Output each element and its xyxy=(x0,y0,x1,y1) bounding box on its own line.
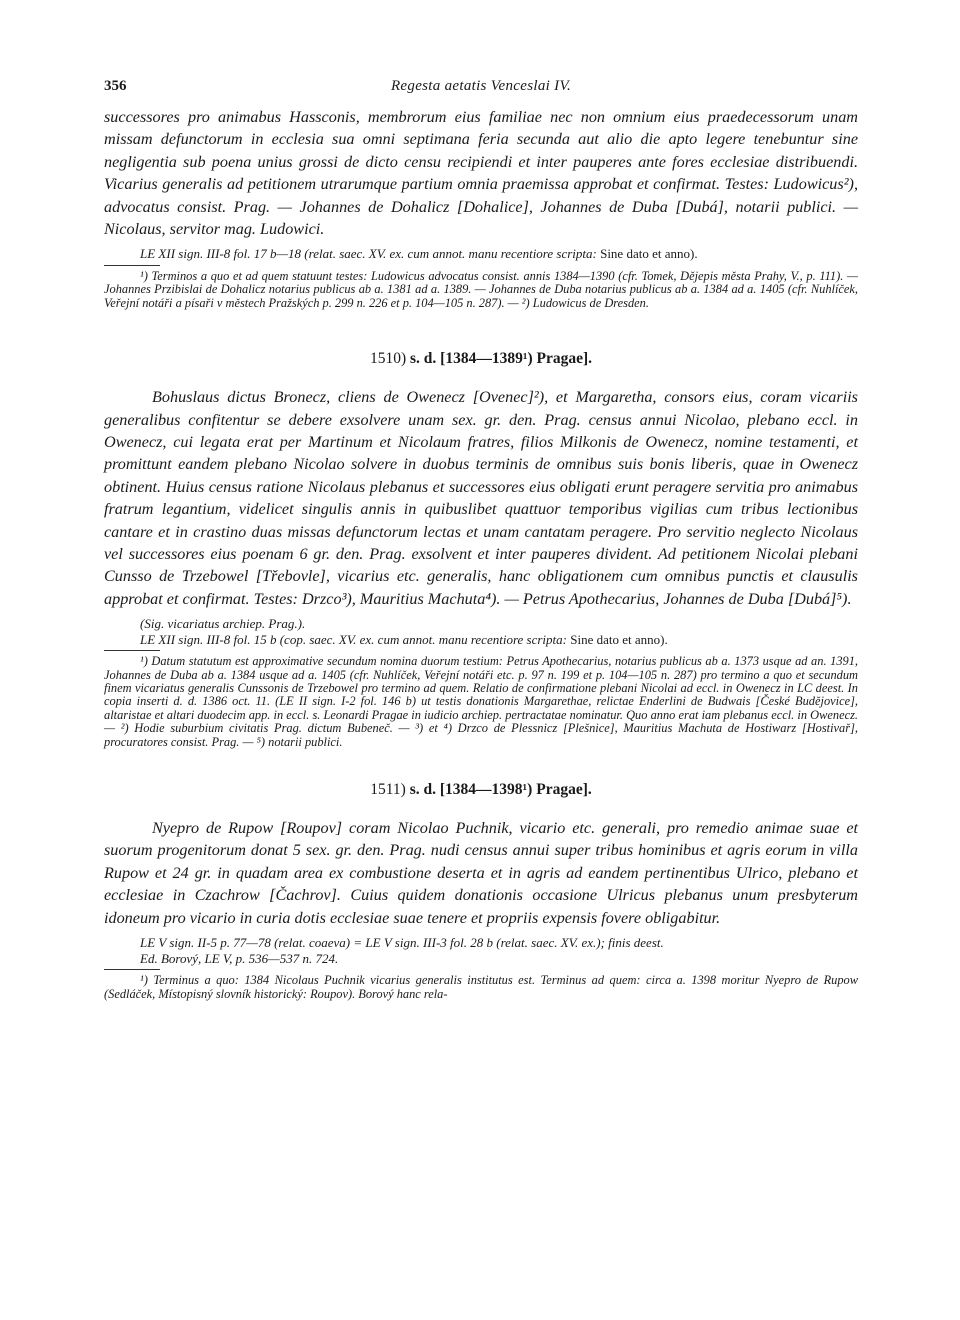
source-italic: Ed. Borový, LE V, p. 536—537 n. 724. xyxy=(140,950,339,966)
continuation-text: successores pro animabus Hassconis, membrorum eius familiae nec non omnium eius praedecessorum unam missam defunctorum in ecclesia sua omni septimana feria secunda aut alio die apto legere tenebuntur sine negligentia sub poena unius grossi de dicto censu recipiendi et inter pauperes ante fores ecclesiae distribuendi. Vicarius generalis ad petitionem utrarumque partium omnia praemissa approbat et confirmat. Testes: Ludowicus²), advocatus consist. Prag. — Johannes de Dohalicz [Dohalice], Johannes de Duba [Dubá], notarii publici. — Nicolaus, servitor mag. Ludowici. xyxy=(104,108,858,239)
entry-source-line xyxy=(104,616,858,632)
source-plain: Sine dato et anno). xyxy=(566,631,668,647)
entry-text: Bohuslaus dictus Bronecz, cliens de Owenecz [Ovenec]²), et Margaretha, consors eius, coram vicariis generalibus confitentur se debere exsolvere unam sex. gr. den. Prag. census annui Nicolao, plebano eccl. in Owenecz, cui legata erat per Martinum et Nicolaum fratres, filios Milkonis de Owenecz, nomine testamenti, et promittunt eandem plebano Nicolao solvere in duobus terminis de omnibus suis bonis liberis, quae in Owenecz obtinent. Huius census ratione Nicolaus plebanus et successores eius obligati erunt peragere servitia pro animabus fratrum legantium, videlicet singulis annis in quibuslibet quattuor temporibus vigilias cum tribus lectionibus cantare et in crastino duas missas defunctorum lectas et unam cantatam peragere. Pro servitio neglecto Nicolaus vel successores eius poenam 6 gr. den. Prag. exsolvent et inter pauperes divident. Ad petitionem Nicolai plebani Cunsso de Trzebowel [Třebovle], vicarius etc. generalis, hanc obligationem cum omnibus punctis et clausulis approbat et confirmat. Testes: Drzco³), Mauritius Machuta⁴). — Petrus Apothecarius, Johannes de Duba [Dubá]⁵). xyxy=(104,388,858,608)
footnote-rule xyxy=(104,969,160,970)
entry-sd: s. d. xyxy=(409,781,440,799)
footnote-rule xyxy=(104,265,160,266)
entry-number: 1511) xyxy=(370,781,410,799)
entry-number: 1510) xyxy=(369,350,411,368)
source-plain: Sine dato et anno). xyxy=(596,246,698,262)
entry-heading xyxy=(104,350,858,368)
entry-date-place: [1384—1389¹) Pragae]. xyxy=(440,350,593,368)
entry-footnote: ¹) Terminus a quo: 1384 Nicolaus Puchnik vicarius generalis institutus est. Terminus ad quem: circa a. 1398 moritur Nyepro de Rupow (Sedláček, Místopisný slovník historický: Roupov). Borový hanc rela- xyxy=(104,973,858,1001)
document-page xyxy=(104,78,858,1001)
running-title: Regesta aetatis Venceslai IV. xyxy=(390,78,572,94)
continuation-footnote: ¹) Terminos a quo et ad quem statuunt testes: Ludowicus advocatus consist. annis 1384—1390 (cfr. Tomek, Dějepis města Prahy, V., p. 111). — Johannes Przibislai de Dohalicz notarius publicus ab a. 1381 ad a. 1389. — Johannes de Duba notarius publicus ab a. 1384 ad a. 1405 (cfr. Nuhlíček, Veřejní notáři a písaři v městech Pražských p. 299 n. 226 et p. 104—105 n. 287). — ²) Ludowicus de Dresden. xyxy=(104,268,858,310)
page-header xyxy=(104,78,858,100)
entry-sd: s. d. xyxy=(410,350,441,368)
source-italic: (Sig. vicariatus archiep. Prag.). xyxy=(140,616,306,632)
source-italic: LE V sign. II-5 p. 77—78 (relat. coaeva) = LE V sign. III-3 fol. 28 b (relat. saec. XV. ex.); finis deest. xyxy=(140,935,664,951)
source-italic: LE XII sign. III-8 fol. 15 b (cop. saec. XV. ex. cum annot. manu recentiore scripta: xyxy=(140,631,567,647)
entry-date-place: [1384—1398¹) Pragae]. xyxy=(439,781,592,799)
entry-source-line xyxy=(104,632,858,648)
entry-footnote: ¹) Datum statutum est approximative secundum nomina duorum testium: Petrus Apothecarius, notarius publicus ab a. 1373 usque ad an. 1391, Johannes de Duba ab a. 1384 usque ad a. 1405 (cfr. Nuhlíček, Veřejní notáři etc. p. 97 n. 199 et p. 104—105 n. 287) pro termino a quo et secundum finem vicariatus generalis Cunssonis de Trzebowel pro termino ad quem. Relatio de confirmatione plebani Nicolai ad eccl. in Owenecz in LC deest. In copia inserti d. d. 1386 oct. 11. (LE II sign. I-2 fol. 146 b) ut testis donationis Margarethae, relictae Enderlini de Budwais [České Budějovice], altaristae et altari duodecim app. in eccl. s. Leonardi Pragae in iudicio archiep. pertractatae nominatur. Quo anno erat iam plebanus eccl. in Owenecz. — ²) Hodie suburbium civitatis Prag. dictum Bubeneč. — ³) et ⁴) Drzco de Plessnicz [Plešnice], Mauritius Machuta de Hostiwarz [Hostivař], procuratores consist. Prag. — ⁵) notarii publici. xyxy=(104,654,858,749)
page-number: 356 xyxy=(104,78,127,94)
footnote-rule xyxy=(104,650,160,651)
entry-text: Nyepro de Rupow [Roupov] coram Nicolao Puchnik, vicario etc. generali, pro remedio animae suae et suorum progenitorum donat 5 sex. gr. den. Prag. nudi census annui super tribus hominibus et agris eorum in villa Rupow et 24 gr. in quadam area ex combustione deserta et in agris ad eandem pertinentibus Ulrico, plebano et ecclesiae in Czachrow [Čachrov]. Cuius quidem donationis occasione Ulricus plebanus unum presbyterum idoneum pro vicario in curia dotis ecclesiae suae tenere et propriis expensis fovere obligabitur. xyxy=(104,819,858,927)
source-italic: LE XII sign. III-8 fol. 17 b—18 (relat. saec. XV. ex. cum annot. manu recentiore scripta: xyxy=(140,246,597,262)
entry-heading xyxy=(104,781,858,799)
entry-source-line xyxy=(104,935,858,951)
continuation-source xyxy=(104,246,858,262)
entry-source-line xyxy=(104,951,858,967)
